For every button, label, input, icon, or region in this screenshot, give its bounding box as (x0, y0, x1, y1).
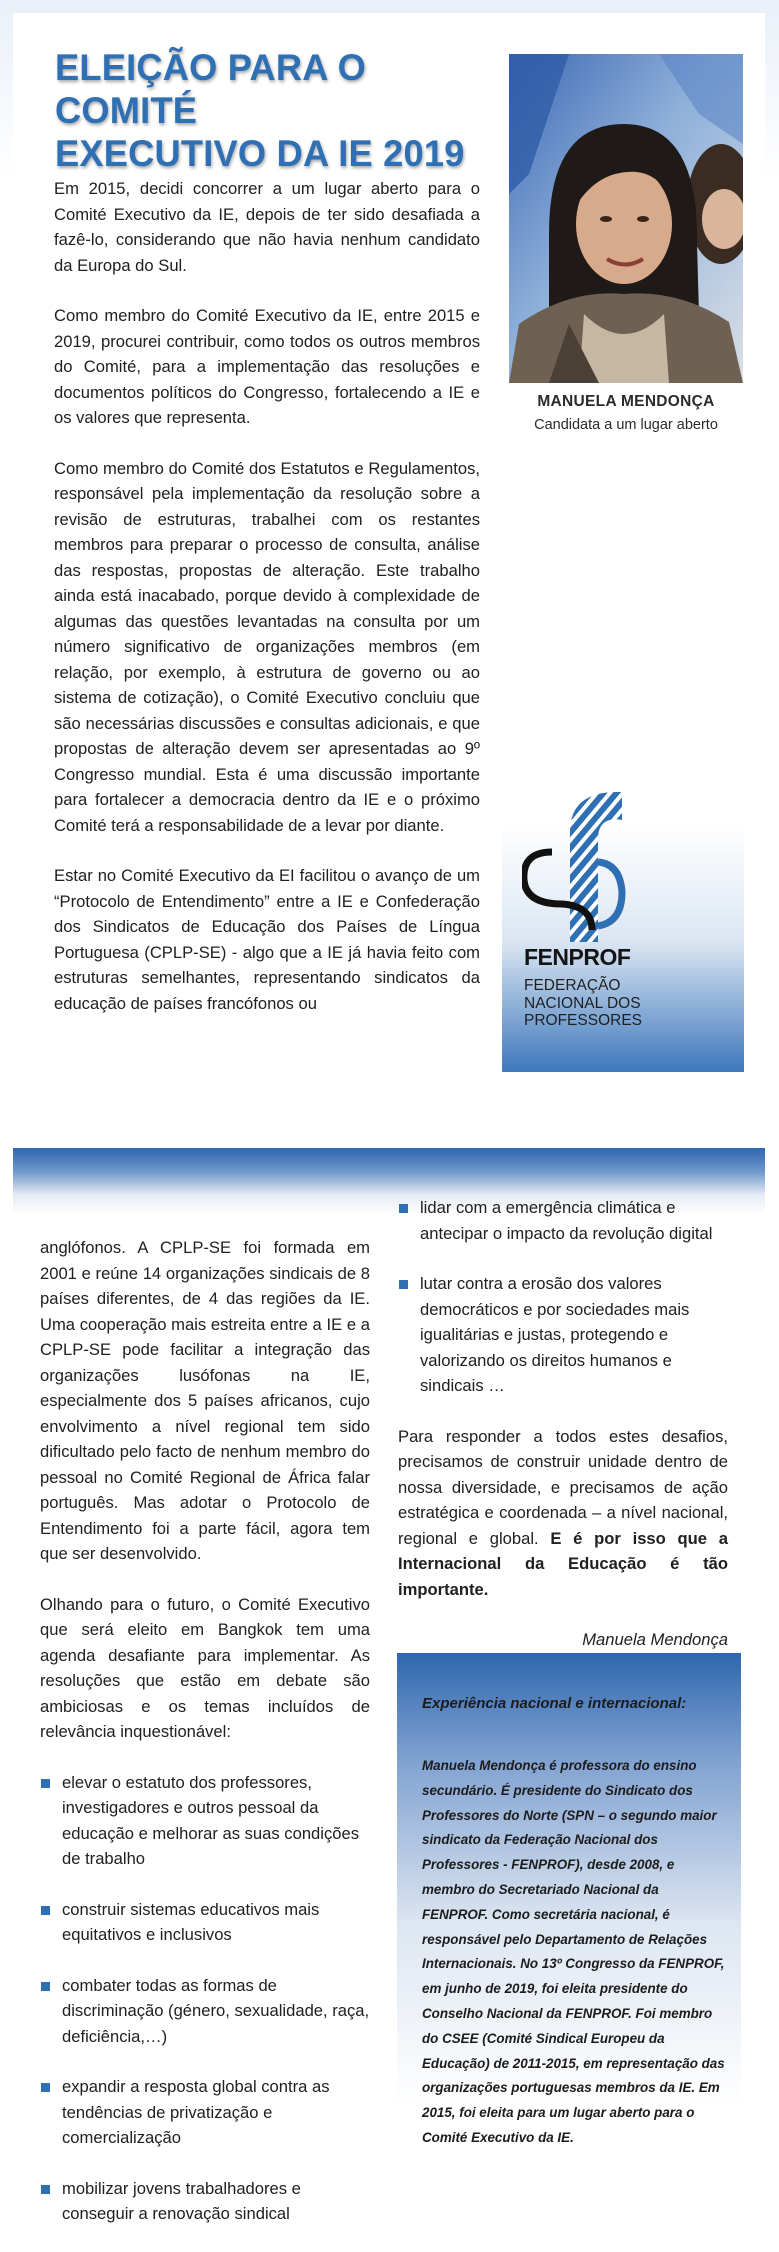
logo-subtitle-line: PROFESSORES (524, 1012, 642, 1029)
list-item (40, 2074, 370, 2151)
fenprof-logo-icon (522, 792, 642, 942)
candidate-photo (509, 54, 743, 383)
bullet-square-icon (41, 1779, 50, 1788)
bullet-list-right (398, 1195, 728, 1399)
logo-subtitle (524, 977, 642, 1030)
paragraph: Como membro do Comité Executivo da IE, entre 2015 e 2019, procurei contribuir, como todos os outros membros do Comité, para a implementação das resoluções e documentos políticos do Congresso, fortalecendo a IE e os valores que representa. (54, 306, 480, 427)
page-title (55, 46, 486, 175)
list-item (398, 1195, 728, 1246)
candidate-name: MANUELA MENDONÇA (537, 393, 715, 410)
portrait-illustration (509, 54, 743, 383)
list-item (40, 1770, 370, 1872)
bullet-square-icon (399, 1204, 408, 1213)
closing-paragraph (398, 1424, 728, 1603)
bullet-list-left (40, 1770, 370, 2227)
paragraph: anglófonos. A CPLP-SE foi formada em 2001 e reúne 14 organizações sindicais de 8 países diferentes, de 4 das regiões da IE. Uma cooperação mais estreita entre a IE e a CPLP-SE pode facilitar a integração das organizações lusófonas na IE, especialmente dos 5 países africanos, cujo envolvimento a nível regional tem sido dificultado pelo facto de nenhum membro do pessoal no Comité Regional de África falar português. Mas adotar o Protocolo de Entendimento foi a parte fácil, agora tem que ser desenvolvido. (40, 1238, 370, 1563)
closing-text: Para responder a todos estes desafios, precisamos de construir unidade dentro de nossa diversidade, e precisamos de ação estratégica e coordenada – a nível nacional, regional e global. (398, 1426, 728, 1548)
list-item (40, 1973, 370, 2050)
page-1-text-column (54, 176, 480, 1041)
bullet-square-icon (41, 1906, 50, 1915)
paragraph: Em 2015, decidi concorrer a um lugar aberto para o Comité Executivo da IE, depois de ter sido desafiada a fazê-lo, considerando que não havia nenhum candidato da Europa do Sul. (54, 179, 480, 275)
title-line-2: EXECUTIVO DA IE 2019 (55, 133, 465, 174)
page-2-left-column (40, 1235, 370, 2252)
page-1 (0, 0, 779, 1110)
experience-text: Manuela Mendonça é professora do ensino secundário. É presidente do Sindicato dos Professores do Norte (SPN – o segundo maior sindicato da Federação Nacional dos Professores - FENPROF), desde 2008, e membro do Secretariado Nacional da FENPROF. Como secretária nacional, é responsável pelo Departamento de Relações Internacionais. No 13º Congresso da FENPROF, em junho de 2019, foi eleita presidente do Conselho Nacional da FENPROF. Foi membro do CSEE (Comité Sindical Europeu da Educação) de 2011-2015, em representação das organizações portuguesas membros da IE. Em 2015, foi eleita para um lugar aberto para o Comité Executivo da IE. (422, 1758, 725, 2145)
list-item-text: construir sistemas educativos mais equitativos e inclusivos (62, 1899, 320, 1944)
list-item-text: expandir a resposta global contra as tendências de privatização e comercialização (62, 2077, 330, 2147)
bullet-square-icon (41, 2083, 50, 2092)
bullet-square-icon (41, 2185, 50, 2194)
list-item-text: lidar com a emergência climática e antecipar o impacto da revolução digital (420, 1198, 713, 1243)
logo-wordmark: FENPROF (524, 944, 631, 970)
title-line-1: ELEIÇÃO PARA O COMITÉ (55, 47, 366, 131)
list-item-text: combater todas as formas de discriminação (género, sexualidade, raça, deficiência,…) (62, 1975, 370, 2046)
bullet-square-icon (41, 1982, 50, 1991)
logo-subtitle-line: NACIONAL DOS (524, 994, 641, 1012)
paragraph: Estar no Comité Executivo da EI facilitou o avanço de um “Protocolo de Entendimento” entre a IE e Confederação dos Sindicatos de Educação dos Países de Língua Portuguesa (CPLP-SE) - algo que a IE já havia feito com estruturas semelhantes, representando sindicatos da educação de países francófonos ou (54, 866, 480, 1013)
page-2 (0, 1148, 779, 2232)
logo-subtitle-line: FEDERAÇÃO (524, 977, 621, 994)
list-item-text: lutar contra a erosão dos valores democráticos e por sociedades mais igualitárias e justas, protegendo e valorizando os direitos humanos e sindicais … (420, 1274, 690, 1395)
fenprof-logo-box (502, 782, 744, 1072)
candidate-caption: Candidata a um lugar aberto (534, 417, 718, 433)
list-item (40, 1897, 370, 1948)
page-2-right-column (398, 1195, 728, 1678)
page-2-header-band (13, 1148, 765, 1195)
list-item-text: elevar o estatuto dos professores, investigadores e outros pessoal da educação e melhorar as suas condições de trabalho (62, 1772, 360, 1868)
list-item (40, 2176, 370, 2227)
paragraph: Como membro do Comité dos Estatutos e Regulamentos, responsável pela implementação da resolução sobre a revisão de estruturas, trabalhei com os restantes membros para preparar o processo de consulta, análise das respostas, propostas de alteração. Este trabalho ainda está inacabado, porque devido à complexidade de algumas das questões levantadas na consulta por um número significativo de organizações membros (em relação, por exemplo, à estrutura de governo ou ao sistema de cotização), o Comité Executivo concluiu que são necessárias discussões e consultas adicionais, e que propostas de alteração devem ser apresentadas ao 9º Congresso mundial. Esta é uma discussão importante para fortalecer a democracia dentro da IE e o próximo Comité terá a responsabilidade de a levar por diante. (54, 458, 480, 835)
list-item (398, 1271, 728, 1399)
closing-bold-text: E é por isso que a Internacional da Educação é tão importante. (398, 1528, 728, 1599)
paragraph: Olhando para o futuro, o Comité Executivo que será eleito em Bangkok tem uma agenda desafiante para implementar. As resoluções que estão em debate são ambiciosas e os temas incluídos de relevância inquestionável: (40, 1594, 370, 1741)
experience-title: Experiência nacional e internacional: (422, 1695, 687, 1712)
list-item-text: mobilizar jovens trabalhadores e conseguir a renovação sindical (62, 2178, 301, 2223)
bullet-square-icon (399, 1280, 408, 1289)
signature: Manuela Mendonça (582, 1630, 728, 1649)
experience-box (397, 1653, 741, 2218)
